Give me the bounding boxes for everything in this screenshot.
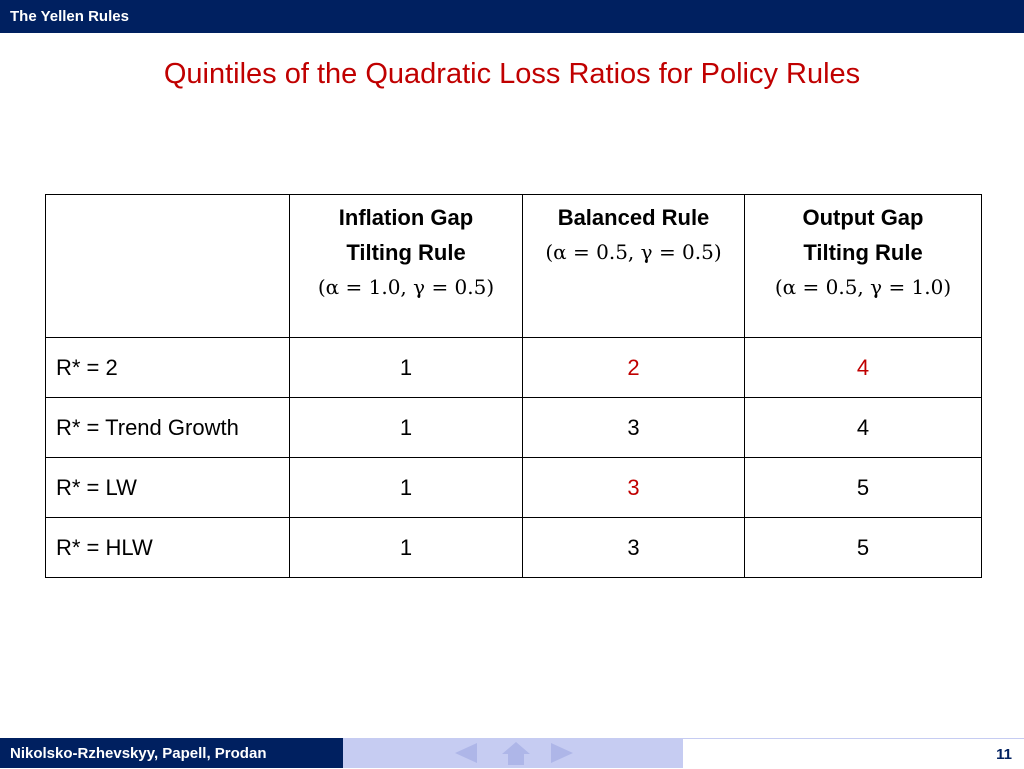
- page-number: 11: [996, 746, 1012, 763]
- slide-title: Quintiles of the Quadratic Loss Ratios for Policy Rules: [163, 58, 861, 90]
- table-cell: 3: [523, 458, 745, 518]
- footer-page-box: [683, 738, 1024, 769]
- table-cell: 1: [290, 338, 523, 398]
- nav-next-icon[interactable]: [547, 740, 577, 766]
- column-header-params: (α = 0.5, γ = 1.0): [774, 275, 952, 299]
- row-label: R* = Trend Growth: [46, 398, 290, 458]
- column-header-params: (α = 1.0, γ = 0.5): [317, 275, 495, 299]
- table-corner-cell: [46, 195, 290, 338]
- table-cell: 5: [745, 518, 982, 578]
- header-bar: [0, 0, 1024, 33]
- table-row: [46, 398, 982, 458]
- table-row: [46, 458, 982, 518]
- table-cell: 1: [290, 398, 523, 458]
- header-title: The Yellen Rules: [10, 8, 129, 25]
- row-label: R* = 2: [46, 338, 290, 398]
- column-header-line1: Balanced Rule: [557, 205, 710, 230]
- column-header: [745, 195, 982, 338]
- table-cell: 1: [290, 518, 523, 578]
- table-cell: 4: [745, 398, 982, 458]
- column-header: [523, 195, 745, 338]
- column-header-line2: Tilting Rule: [346, 240, 466, 265]
- footer-bar: [0, 738, 1024, 768]
- table-cell: 4: [745, 338, 982, 398]
- table-cell: 5: [745, 458, 982, 518]
- quintiles-table: [45, 194, 982, 578]
- column-header-params: (α = 0.5, γ = 0.5): [545, 240, 722, 264]
- table-cell: 3: [523, 398, 745, 458]
- table-cell: 3: [523, 518, 745, 578]
- nav-prev-icon[interactable]: [451, 740, 481, 766]
- footer-authors: Nikolsko-Rzhevskyy, Papell, Prodan: [10, 745, 267, 762]
- table-cell: 1: [290, 458, 523, 518]
- column-header-line1: Output Gap: [802, 205, 924, 230]
- footer-authors-box: [0, 738, 343, 768]
- footer-nav-box: [343, 738, 683, 768]
- row-label: R* = LW: [46, 458, 290, 518]
- column-header-line1: Inflation Gap: [338, 205, 474, 230]
- table-row: [46, 518, 982, 578]
- row-label: R* = HLW: [46, 518, 290, 578]
- column-header: [290, 195, 523, 338]
- table-cell: 2: [523, 338, 745, 398]
- table-row: [46, 338, 982, 398]
- nav-home-icon[interactable]: [499, 740, 533, 766]
- table-header-row: [46, 195, 982, 338]
- column-header-line2: Tilting Rule: [803, 240, 923, 265]
